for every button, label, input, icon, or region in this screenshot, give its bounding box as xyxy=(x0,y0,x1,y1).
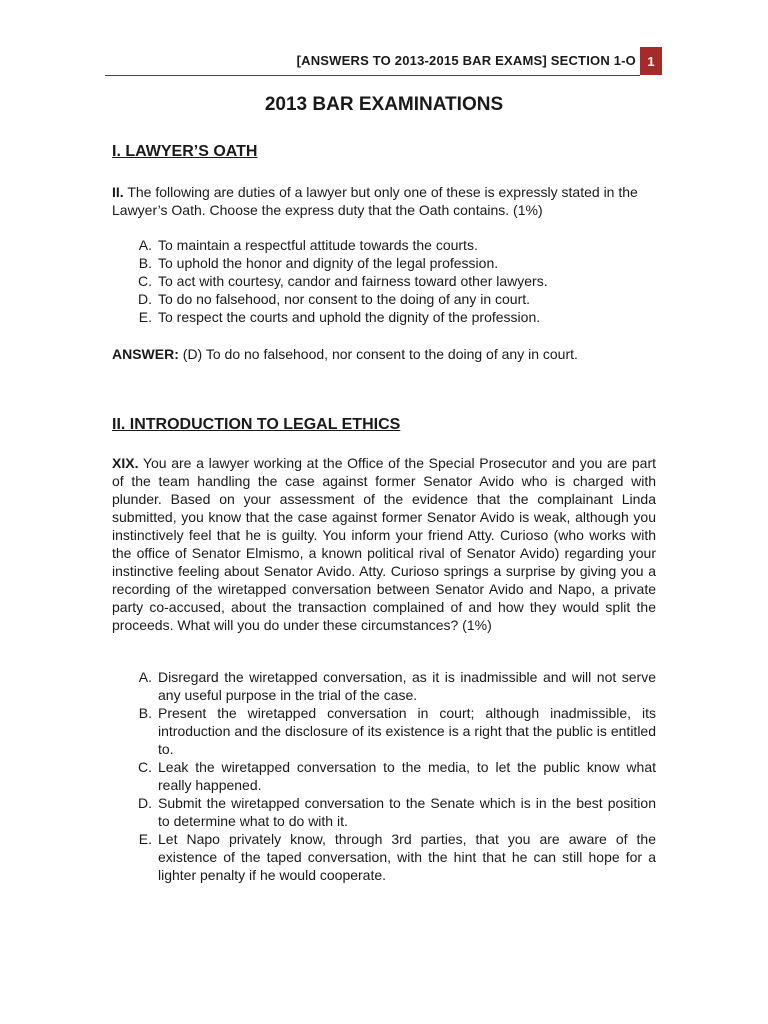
answer-options-list xyxy=(112,236,656,326)
question-text: The following are duties of a lawyer but only one of these is expressly stated in the Lawyer’s Oath. Choose the express duty that the Oath contains. (1%) xyxy=(112,184,638,218)
option-item xyxy=(112,830,656,884)
running-title: [ANSWERS TO 2013-2015 BAR EXAMS] SECTION 1-O xyxy=(296,53,636,68)
option-text: To do no falsehood, nor consent to the doing of any in court. xyxy=(158,291,531,307)
option-text: To act with courtesy, candor and fairness toward other lawyers. xyxy=(158,273,548,289)
question-paragraph xyxy=(112,183,656,219)
option-text: To maintain a respectful attitude towards the courts. xyxy=(158,237,478,253)
option-letter: B. xyxy=(138,705,152,721)
option-text: Submit the wiretapped conversation to the Senate which is in the best position to determine what to do with it. xyxy=(158,795,656,829)
option-item xyxy=(112,758,656,794)
option-text: Disregard the wiretapped conversation, as it is inadmissible and will not serve any useful purpose in the trial of the case. xyxy=(158,669,656,703)
section-heading-lawyers-oath: I. LAWYER’S OATH xyxy=(112,143,258,160)
option-text: To uphold the honor and dignity of the legal profession. xyxy=(158,255,499,271)
question-number: XIX. xyxy=(112,455,139,471)
option-text: Present the wiretapped conversation in court; although inadmissible, its introduction and the disclosure of its existence is a right that the public is entitled to. xyxy=(158,705,656,757)
option-letter: C. xyxy=(138,759,152,775)
question-number: II. xyxy=(112,184,124,200)
page-number-badge: 1 xyxy=(640,47,662,75)
option-item xyxy=(112,704,656,758)
option-letter: C. xyxy=(138,273,152,289)
option-text: Let Napo privately know, through 3rd parties, that you are aware of the existence of the taped conversation, with the hint that he can still hope for a lighter penalty if he would cooperate. xyxy=(158,831,656,883)
option-letter: E. xyxy=(138,831,152,847)
option-item xyxy=(112,272,656,290)
option-item xyxy=(112,236,656,254)
option-item xyxy=(112,794,656,830)
answer-text: (D) To do no falsehood, nor consent to the doing of any in court. xyxy=(182,346,578,362)
option-letter: D. xyxy=(138,795,152,811)
option-item xyxy=(112,308,656,326)
question-text: You are a lawyer working at the Office of the Special Prosecutor and you are part of the team handling the case against former Senator Avido who is charged with plunder. Based on your assessment of the evidence that the complainant Linda submitted, you know that the case against former Senator Avido is weak, although you instinctively feel that he is guilty. You inform your friend Atty. Curioso (who works with the office of Senator Elmismo, a known political rival of Senator Avido) regarding your instinctive feeling about Senator Avido. Atty. Curioso springs a surprise by giving you a recording of the wiretapped conversation between Senator Avido and Napo, a private party co-accused, about the transaction complained of and how they would split the proceeds. What will you do under these circumstances? (1%) xyxy=(112,455,656,633)
running-header xyxy=(0,47,768,77)
answer-options-list xyxy=(112,668,656,884)
section-heading-legal-ethics: II. INTRODUCTION TO LEGAL ETHICS xyxy=(112,416,401,433)
option-letter: B. xyxy=(138,255,152,271)
option-item xyxy=(112,254,656,272)
option-item xyxy=(112,290,656,308)
option-item xyxy=(112,668,656,704)
option-letter: D. xyxy=(138,291,152,307)
option-text: To respect the courts and uphold the dignity of the profession. xyxy=(158,309,541,325)
option-letter: A. xyxy=(138,237,152,253)
option-letter: A. xyxy=(138,669,152,685)
header-divider xyxy=(105,75,640,76)
option-text: Leak the wiretapped conversation to the media, to let the public know what really happened. xyxy=(158,759,656,793)
option-letter: E. xyxy=(138,309,152,325)
document-title: 2013 BAR EXAMINATIONS xyxy=(264,94,504,115)
question-paragraph xyxy=(112,454,656,634)
answer-label: ANSWER: xyxy=(112,346,179,362)
answer-paragraph xyxy=(112,345,656,363)
